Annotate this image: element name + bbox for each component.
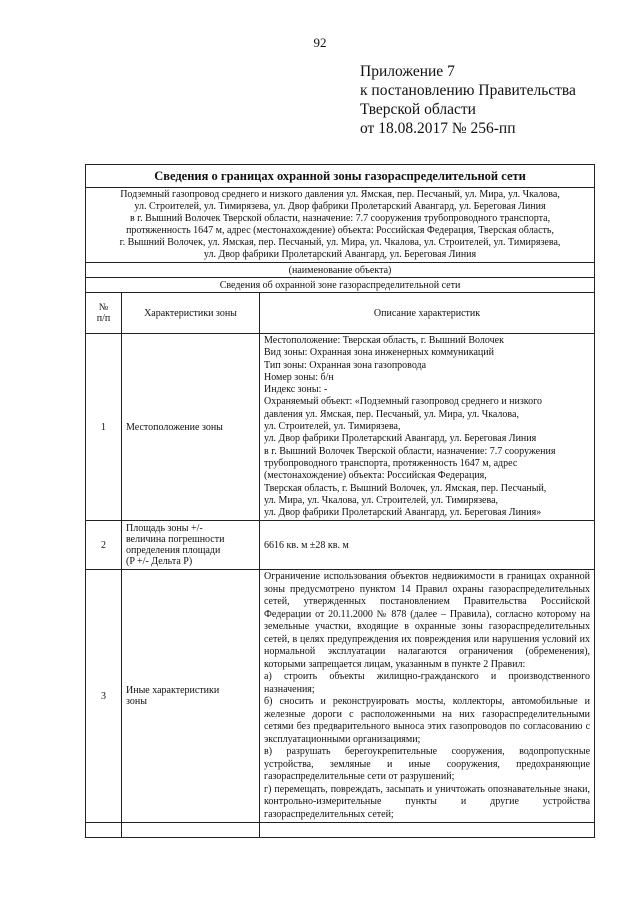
description-line: Местоположение: Тверская область, г. Вышний Волочек bbox=[264, 335, 504, 346]
appendix-line: Тверской области bbox=[360, 101, 476, 118]
row-characteristic: Местоположение зоны bbox=[122, 334, 260, 521]
object-caption: (наименование объекта) bbox=[86, 263, 595, 278]
characteristic-line: величина погрешности bbox=[126, 534, 225, 546]
description-line: Охраняемый объект: «Подземный газопровод среднего и низкого bbox=[264, 396, 542, 408]
row-characteristic bbox=[122, 521, 260, 570]
page-number: 92 bbox=[313, 35, 327, 50]
description-paragraph: г) перемещать, повреждать, засыпать и уничтожать опознавательные знаки, контрольно-измерительные пункты и другие устройства газораспределительных сетей; bbox=[264, 783, 591, 820]
row-number: 1 bbox=[86, 334, 122, 521]
table-row bbox=[86, 570, 595, 823]
description-line: трубопроводного транспорта, протяженность 1647 м, адрес bbox=[264, 457, 518, 469]
row-description bbox=[260, 334, 595, 521]
object-name-line: ул. Строителей, ул. Тимирязева, ул. Двор фабрики Пролетарский Авангард, ул. Береговая Линия bbox=[134, 201, 546, 212]
row-number: 3 bbox=[86, 570, 122, 823]
description-line: ул. Строителей, ул. Тимирязева, bbox=[264, 421, 401, 433]
characteristic-line: Площадь зоны +/- bbox=[126, 523, 203, 535]
description-line: давления ул. Ямская, пер. Песчаный, ул. Мира, ул. Чкалова, bbox=[264, 408, 519, 420]
continued-cell bbox=[122, 823, 260, 838]
description-line: Номер зоны: б/н bbox=[264, 371, 334, 383]
characteristic-line: определения площади bbox=[126, 545, 221, 557]
description-line: Тверская область, г. Вышний Волочек, ул. Ямская, пер. Песчаный, bbox=[264, 482, 547, 494]
description-paragraph: б) сносить и реконструировать мосты, коллекторы, автомобильные и железные дороги с расположенными на них газораспределительными сетями без предварительного выноса этих газопроводов по согласованию с эксплуатационными организациями; bbox=[264, 696, 591, 745]
header-num bbox=[86, 293, 122, 334]
header-characteristics: Характеристики зоны bbox=[122, 293, 260, 334]
description-line: ул. Двор фабрики Пролетарский Авангард, ул. Береговая Линия» bbox=[264, 507, 542, 519]
zone-info-table bbox=[85, 164, 595, 838]
row-description bbox=[260, 570, 595, 823]
object-name-line: ул. Двор фабрики Пролетарский Авангард, ул. Береговая Линия bbox=[203, 249, 477, 260]
description-line: Тип зоны: Охранная зона газопровода bbox=[264, 359, 427, 371]
header-description: Описание характеристик bbox=[260, 293, 595, 334]
description-paragraph: в) разрушать берегоукрепительные сооружения, водопропускные устройства, земляные и иные сооружения, предохраняющие газораспределительные сети от разрушений; bbox=[264, 746, 591, 783]
description-line: ул. Мира, ул. Чкалова, ул. Строителей, ул. Тимирязева, bbox=[264, 494, 499, 506]
header-num-line: п/п bbox=[96, 313, 111, 324]
description-line: Вид зоны: Охранная зона инженерных коммуникаций bbox=[264, 347, 494, 359]
row-characteristic bbox=[122, 570, 260, 823]
table-row-continued bbox=[86, 823, 595, 838]
continued-cell bbox=[86, 823, 122, 838]
object-name-line: протяженность 1647 м, адрес (местонахождение) объекта: Российская Федерация, Тверская область, bbox=[126, 225, 554, 236]
section-title: Сведения об охранной зоне газораспределительной сети bbox=[86, 278, 595, 293]
appendix-line: Приложение 7 bbox=[360, 63, 455, 80]
object-name-line: Подземный газопровод среднего и низкого давления ул. Ямская, пер. Песчаный, ул. Мира, ул. Чкалова, bbox=[120, 189, 560, 200]
table-row bbox=[86, 334, 595, 521]
characteristic-line: Иные характеристики bbox=[126, 685, 220, 697]
description-line: ул. Двор фабрики Пролетарский Авангард, ул. Береговая Линия bbox=[264, 433, 537, 445]
description-paragraph: а) строить объекты жилищно-гражданского и производственного назначения; bbox=[264, 671, 591, 695]
description-paragraph: Ограничение использования объектов недвижимости в границах охранной зоны предусмотрено пунктом 14 Правил охраны газораспределительных сетей, утвержденных постановлением Правительства Российской Федерации от 20.11.2000 № 878 (далее – Правила), согласно которому на земельные участки, входящие в охранные зоны газораспределительных сетей, в целях предупреждения их повреждения или нарушения условий их нормальной эксплуатации налагаются ограничения (обременения), которыми запрещается лицам, указанным в пункте 2 Правил: bbox=[264, 571, 591, 670]
table-header-row bbox=[86, 293, 595, 334]
description-line: Индекс зоны: - bbox=[264, 384, 328, 396]
appendix-block bbox=[360, 62, 576, 138]
row-description: 6616 кв. м ±28 кв. м bbox=[260, 521, 595, 570]
description-line: (местонахождение) объекта: Российская Федерация, bbox=[264, 470, 487, 482]
characteristic-line: (P +/- Дельта P) bbox=[126, 556, 193, 568]
characteristic-line: зоны bbox=[126, 696, 147, 708]
object-name-line: г. Вышний Волочек, ул. Ямская, пер. Песчаный, ул. Мира, ул. Чкалова, ул. Строителей, ул. Тимирязева, bbox=[119, 237, 561, 248]
description-line: в г. Вышний Волочек Тверской области, назначение: 7.7 сооружения bbox=[264, 445, 556, 457]
row-number: 2 bbox=[86, 521, 122, 570]
continued-cell bbox=[260, 823, 595, 838]
appendix-date-line: от 18.08.2017 № 256-пп bbox=[360, 120, 516, 137]
appendix-line: к постановлению Правительства bbox=[360, 82, 576, 99]
object-name-cell bbox=[86, 188, 595, 263]
header-num-line: № bbox=[98, 302, 109, 313]
table-row bbox=[86, 521, 595, 570]
object-name-line: в г. Вышний Волочек Тверской области, назначение: 7.7 сооружения трубопроводного транспорта, bbox=[129, 213, 551, 224]
table-title: Сведения о границах охранной зоны газораспределительной сети bbox=[86, 165, 595, 188]
